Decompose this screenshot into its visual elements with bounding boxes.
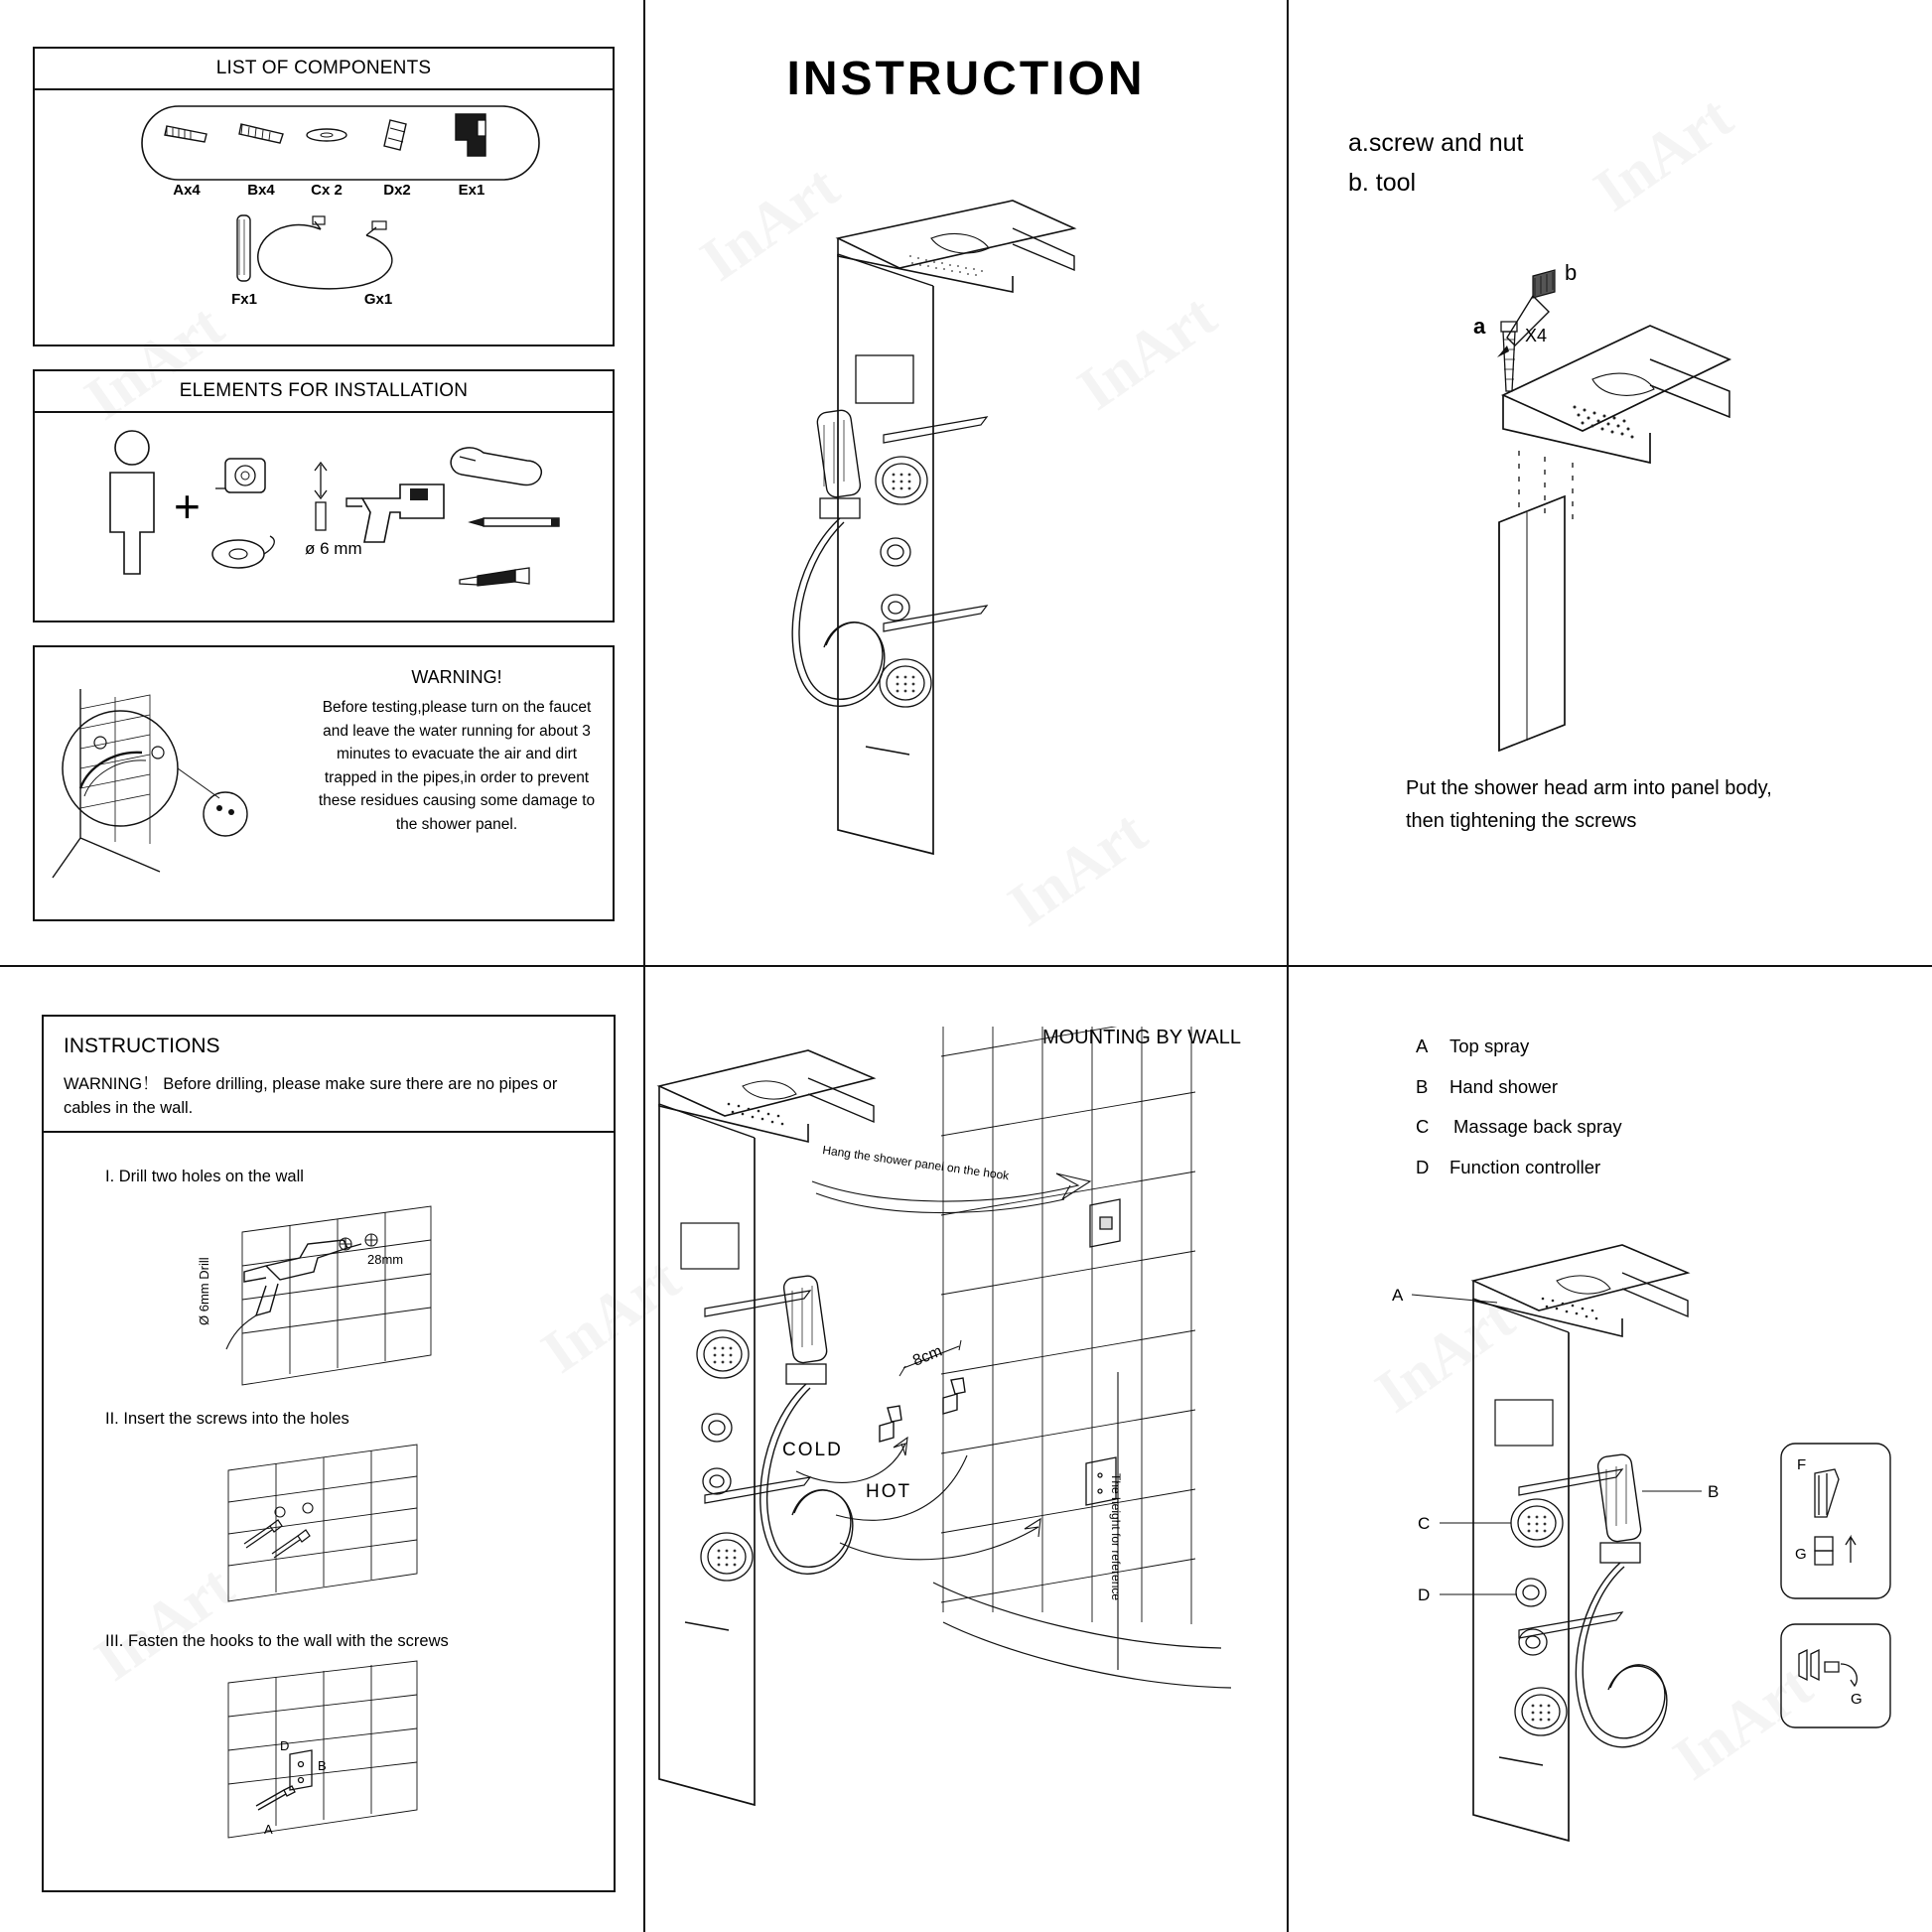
step-3 — [44, 1632, 614, 1867]
screw-tool-line-b: b. tool — [1348, 169, 1417, 197]
tape-measure-icon — [215, 459, 265, 492]
anchor-icon — [384, 120, 406, 150]
pencil-icon — [470, 518, 559, 526]
caption-line-1: Put the shower head arm into panel body, — [1406, 777, 1772, 799]
drill-icon — [346, 484, 444, 542]
page-title: INSTRUCTION — [786, 53, 1146, 105]
spacing-label-8cm: 8cm — [910, 1342, 945, 1370]
hook-note: Hang the shower panel on the hook — [821, 1143, 1011, 1183]
screw-long-icon — [239, 124, 283, 143]
mounting-illustration — [645, 1027, 1287, 1920]
step-1-number: I. — [105, 1168, 115, 1185]
legend-list — [1416, 1027, 1622, 1188]
shower-panel-drawing — [645, 127, 1287, 961]
detail-label-g2: G — [1851, 1691, 1863, 1708]
instructions-panel — [42, 1015, 616, 1892]
svg-text:Cx 2: Cx 2 — [311, 182, 343, 199]
step-3-text: Fasten the hooks to the wall with the screws — [127, 1632, 449, 1650]
step-1-illustration — [173, 1192, 629, 1391]
legend-key-b: B — [1416, 1075, 1429, 1097]
screw-quantity: X4 — [1525, 326, 1548, 345]
legend-label-c: Massage back spray — [1453, 1116, 1622, 1138]
step-2-text: Insert the screws into the holes — [123, 1410, 349, 1428]
step-1-text: Drill two holes on the wall — [118, 1168, 304, 1185]
elements-heading: ELEMENTS FOR INSTALLATION — [35, 371, 613, 413]
label-a: a — [1473, 314, 1486, 339]
spacing-label: 28mm — [367, 1252, 404, 1267]
drill-label: Ø 6mm Drill — [197, 1257, 211, 1325]
legend-label-b: Hand shower — [1449, 1075, 1559, 1097]
elements-illustration — [35, 413, 613, 617]
callout-a: A — [1392, 1286, 1404, 1305]
elements-panel — [33, 369, 615, 622]
components-illustration — [35, 90, 613, 339]
hot-label: HOT — [866, 1481, 912, 1502]
components-panel — [33, 47, 615, 346]
step-3-illustration — [173, 1659, 629, 1867]
caption-line-2: then tightening the screws — [1406, 810, 1637, 832]
screw-tool-illustration — [1289, 238, 1932, 794]
step-2-illustration — [173, 1437, 629, 1615]
legend-label-d: Function controller — [1449, 1157, 1601, 1178]
instructions-heading: INSTRUCTIONS — [64, 1035, 220, 1057]
instructions-warning: WARNING！ Before drilling, please make sure there are no pipes or cables in the wall. — [64, 1075, 558, 1118]
legend-panel — [1289, 967, 1932, 1932]
svg-text:Dx2: Dx2 — [383, 182, 411, 199]
callout-b: B — [1708, 1482, 1720, 1501]
bracket-icon — [456, 114, 485, 156]
cold-label: COLD — [782, 1440, 843, 1460]
svg-text:Gx1: Gx1 — [363, 291, 393, 308]
detail-box-g2 — [1781, 1624, 1890, 1727]
warning-illustration — [41, 649, 279, 921]
label-b: b — [1565, 260, 1578, 285]
handshower-icon — [237, 215, 250, 281]
svg-text:Bx4: Bx4 — [247, 182, 275, 199]
step-2-number: II. — [105, 1410, 119, 1428]
screw-tool-line-a: a.screw and nut — [1348, 129, 1524, 157]
screw-icon — [165, 126, 207, 142]
hose-icon — [258, 216, 392, 289]
callout-c: C — [1418, 1514, 1431, 1533]
warning-heading: WARNING! — [411, 667, 502, 687]
mounting-panel — [645, 967, 1287, 1932]
plus-icon: + — [174, 481, 201, 532]
components-heading: LIST OF COMPONENTS — [35, 49, 613, 90]
mounting-heading: MOUNTING BY WALL — [1041, 1027, 1241, 1048]
legend-key-c: C — [1416, 1116, 1430, 1138]
step-3-number: III. — [105, 1632, 124, 1650]
screw-tool-panel — [1289, 0, 1932, 965]
detail-label-f: F — [1797, 1456, 1807, 1473]
svg-text:Ex1: Ex1 — [458, 182, 485, 199]
washer-icon — [307, 129, 346, 141]
callout-d: D — [280, 1738, 290, 1753]
warning-body: Before testing,please turn on the faucet and leave the water running for about 3 minutes to evacuate the air and dirt trapped in the pipes,in order to prevent these residues causing some damage to the shower panel. — [318, 699, 596, 833]
legend-key-d: D — [1416, 1157, 1430, 1178]
teflon-tape-icon — [212, 536, 274, 568]
callout-b: B — [318, 1758, 327, 1773]
callout-d: D — [1418, 1586, 1431, 1604]
warning-panel — [33, 645, 615, 921]
detail-label-g: G — [1795, 1546, 1807, 1563]
svg-text:Fx1: Fx1 — [231, 291, 257, 308]
screw-icon — [1501, 322, 1517, 391]
legend-label-a: Top spray — [1449, 1035, 1530, 1056]
screw-tool-caption — [1406, 772, 1772, 838]
svg-text:Ax4: Ax4 — [173, 182, 201, 199]
person-icon — [110, 431, 154, 574]
legend-illustration — [1289, 1195, 1932, 1930]
legend-key-a: A — [1416, 1035, 1429, 1056]
instruction-title-panel — [645, 0, 1287, 965]
drill-bit-icon — [315, 463, 327, 530]
step-2 — [44, 1410, 614, 1615]
callout-a: A — [264, 1822, 273, 1837]
screwdriver-icon — [460, 568, 529, 586]
wrench-icon — [451, 448, 541, 485]
drill-diameter-label: ø 6 mm — [305, 539, 362, 558]
step-1 — [44, 1168, 614, 1391]
height-note: The height for reference — [1109, 1473, 1123, 1601]
